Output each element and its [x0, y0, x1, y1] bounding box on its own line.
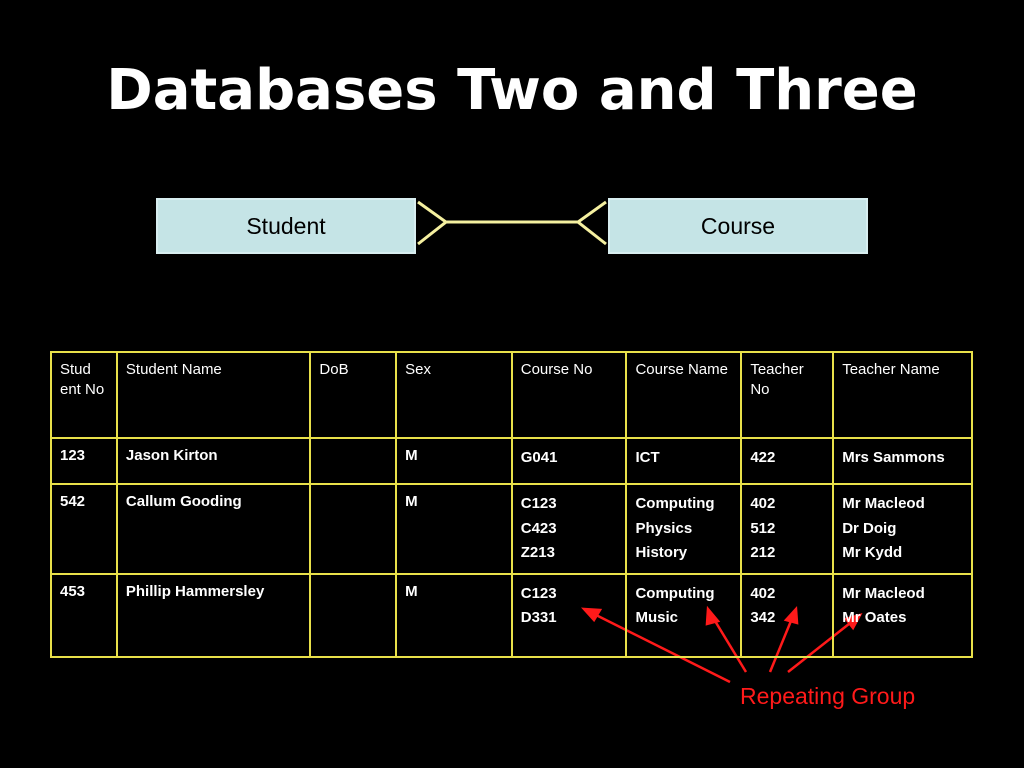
course-name-cell [626, 484, 741, 574]
student-name-cell: Jason Kirton [117, 438, 311, 484]
student-no-cell: 542 [51, 484, 117, 574]
slide-title: Databases Two and Three [106, 58, 918, 123]
teacher-no-value: 402 [750, 495, 776, 512]
header-cell: Teacher Name [833, 352, 972, 438]
crows-foot-left [418, 202, 446, 244]
course-no-cell [512, 574, 627, 657]
course-name-value: Computing [635, 495, 715, 512]
teacher-name-value: Mr Kydd [842, 544, 903, 561]
teacher-name-value: Mr Macleod [842, 584, 925, 602]
course-name-value: ICT [635, 449, 660, 466]
teacher-no-cell [741, 438, 833, 484]
dob-cell [310, 484, 396, 574]
course-name-value: Computing [635, 584, 715, 602]
entity-course: Course [608, 198, 868, 254]
header-cell: Course Name [626, 352, 741, 438]
dob-cell [310, 574, 396, 657]
entity-student: Student [156, 198, 416, 254]
teacher-name-cell [833, 438, 972, 484]
student-name-cell: Callum Gooding [117, 484, 311, 574]
sex-cell: M [396, 438, 512, 484]
table-row [51, 484, 972, 574]
teacher-no-value: 512 [750, 519, 776, 537]
crows-foot-right [578, 202, 606, 244]
course-no-value: G041 [520, 449, 558, 466]
teacher-name-value: Mrs Sammons [842, 449, 945, 466]
course-name-cell [626, 438, 741, 484]
header-cell: Teacher No [741, 352, 833, 438]
table-header-row [51, 352, 972, 438]
teacher-no-value: 212 [750, 544, 776, 561]
course-no-cell [512, 484, 627, 574]
student-no-cell: 123 [51, 438, 117, 484]
teacher-name-value: Dr Doig [842, 519, 897, 537]
header-cell: Student Name [117, 352, 311, 438]
teacher-name-cell [833, 484, 972, 574]
student-name-cell: Phillip Hammersley [117, 574, 311, 657]
course-no-cell [512, 438, 627, 484]
teacher-name-value: Mr Oates [842, 609, 907, 626]
teacher-name-cell [833, 574, 972, 657]
teacher-no-value: 422 [750, 449, 776, 466]
course-no-value: C123 [520, 495, 557, 512]
teacher-no-cell [741, 574, 833, 657]
table-row [51, 574, 972, 657]
teacher-no-value: 402 [750, 584, 776, 602]
sex-cell: M [396, 484, 512, 574]
header-cell: Sex [396, 352, 512, 438]
course-no-value: D331 [520, 609, 557, 626]
student-no-cell: 453 [51, 574, 117, 657]
repeating-group-label: Repeating Group [740, 683, 916, 709]
course-name-value: Physics [635, 519, 693, 537]
course-no-value: C423 [520, 519, 557, 537]
course-name-cell [626, 574, 741, 657]
dob-cell [310, 438, 396, 484]
header-cell: DoB [310, 352, 396, 438]
teacher-no-value: 342 [750, 609, 776, 626]
student-course-table [50, 351, 973, 658]
course-no-value: Z213 [520, 544, 555, 561]
teacher-no-cell [741, 484, 833, 574]
course-name-value: History [635, 544, 688, 561]
teacher-name-value: Mr Macleod [842, 495, 925, 512]
course-name-value: Music [635, 609, 678, 626]
sex-cell: M [396, 574, 512, 657]
course-no-value: C123 [520, 584, 557, 602]
header-cell: Course No [512, 352, 627, 438]
header-cell: Stud ent No [51, 352, 117, 438]
table-row [51, 438, 972, 484]
